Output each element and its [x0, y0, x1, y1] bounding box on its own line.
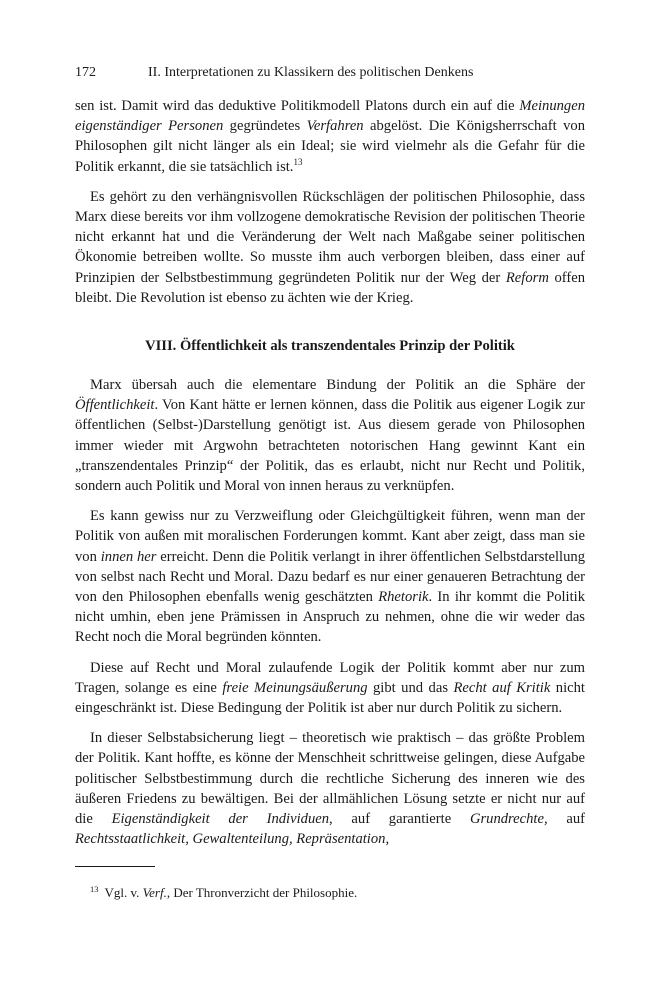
- italic-run: Verf.: [142, 885, 167, 900]
- text-run: Es gehört zu den verhängnisvollen Rückschlägen der politischen Philosophie, dass Marx diese bereits vor ihm vollzogene demokratische Revision der politischen Theorie nicht erkannt hat und die Veränderung der Welt nach Maßgabe seiner politischen Ökonomie betreiben wollte. So musste ihm auch verborgen bleiben, dass einer auf Prinzipien der Selbstbestimmung gegründeten Politik nur der Weg der: [75, 188, 585, 286]
- paragraph-5: [75, 658, 585, 719]
- italic-run: Rhetorik: [378, 589, 429, 606]
- section-heading: VIII. Öffentlichkeit als transzendentales Prinzip der Politik: [145, 338, 515, 355]
- italic-run: Verfahren: [306, 118, 364, 135]
- paragraph-4: [75, 506, 585, 647]
- running-header: [75, 63, 585, 83]
- paragraph-3: [75, 375, 585, 496]
- text-run: gegründetes: [223, 118, 307, 135]
- text-run: , Der Thronverzicht der Philosophie.: [166, 885, 358, 900]
- paragraph-6: [75, 728, 585, 849]
- italic-run: Rechtsstaatlichkeit, Gewaltenteilung, Repräsentation,: [75, 831, 390, 848]
- footnote-number: 13: [90, 884, 99, 894]
- italic-run: freie Meinungsäußerung: [222, 679, 368, 696]
- footnote-reference[interactable]: 13: [293, 156, 303, 167]
- italic-run: Eigenständigkeit der Individuen,: [111, 811, 333, 828]
- text-run: erreicht. Denn die Politik verlangt in ihrer öffentlichen Selbstdarstellung von selbst nach Recht und Moral. Dazu bedarf es nur einer genaueren Betrachtung der von den Philosophen ebenfalls wenig geschätzten: [75, 548, 586, 606]
- paragraph-2: [75, 187, 585, 308]
- text-run: offen bleibt. Die Revolution ist ebenso zu ächten wie der Krieg.: [75, 269, 586, 306]
- text-run: Diese auf Recht und Moral zulaufende Logik der Politik kommt aber nur zum Tragen, solange es eine: [75, 659, 585, 696]
- text-run: Es kann gewiss nur zu Verzweiflung oder Gleichgültigkeit führen, wenn man der Politik von außen mit moralischen Forderungen kommt. Kant aber zeigt, dass man sie von: [75, 508, 585, 565]
- running-title: II. Interpretationen zu Klassikern des politischen Denkens: [148, 65, 474, 80]
- italic-run: Öffentlichkeit: [75, 397, 155, 414]
- italic-run: Meinungen eigenständiger Personen: [75, 98, 585, 135]
- main-text: [75, 96, 585, 860]
- text-run: . In ihr kommt die Politik nicht umhin, eben jene Prämissen in Anspruch zu nehmen, ohne die wir weder das Recht noch die Moral begründen könnten.: [75, 589, 586, 646]
- text-run: . Von Kant hätte er lernen können, dass die Politik aus eigener Logik zur öffentlichen (Selbst-)Darstellung genötigt ist. Aus diesem gerade von Philosophen immer wieder mit Argwohn betrachteten notorischen Hang gewinnt Kant ein „transzendentales Prinzip“ der Politik, das es erlaubt, nicht nur Recht und Politik, sondern auch Politik und Moral von innen heraus zu verknüpfen.: [75, 397, 585, 495]
- text-run: auf garantierte: [332, 811, 470, 828]
- text-run: auf: [547, 811, 586, 828]
- text-run: abgelöst. Die Königsherrschaft von Philosophen gilt nicht länger als ein Ideal; sie wird vielmehr als die Gefahr für die Politik erkannt, die sie tatsächlich ist.: [75, 118, 585, 175]
- footnote-divider: [75, 866, 155, 867]
- italic-run: Reform: [505, 269, 549, 286]
- text-run: nicht eingeschränkt ist. Diese Bedingung der Politik ist aber nur durch Politik zu sichern.: [75, 679, 585, 717]
- italic-run: Recht auf Kritik: [453, 679, 551, 696]
- paragraph-1: [75, 96, 585, 177]
- footnote: [90, 884, 585, 902]
- text-run: In dieser Selbstabsicherung liegt – theoretisch wie praktisch – das größte Problem der Politik. Kant hoffte, es könne der Menschheit schrittweise gelingen, diese Aufgabe politischer Selbstbestimmung durch die rechtliche Sicherung des inneren wie des äußeren Friedens zu bewältigen. Bei der allmählichen Lösung setzte er nicht nur auf die: [75, 730, 585, 828]
- page-number: 172: [75, 65, 96, 80]
- text-run: sen ist. Damit wird das deduktive Politikmodell Platons durch ein auf die: [75, 98, 520, 114]
- text-run: Vgl. v.: [104, 885, 143, 900]
- italic-run: innen her: [100, 548, 157, 565]
- text-run: gibt und das: [367, 679, 454, 696]
- text-run: Marx übersah auch die elementare Bindung der Politik an die Sphäre der: [90, 377, 585, 394]
- italic-run: Grundrechte,: [469, 811, 548, 828]
